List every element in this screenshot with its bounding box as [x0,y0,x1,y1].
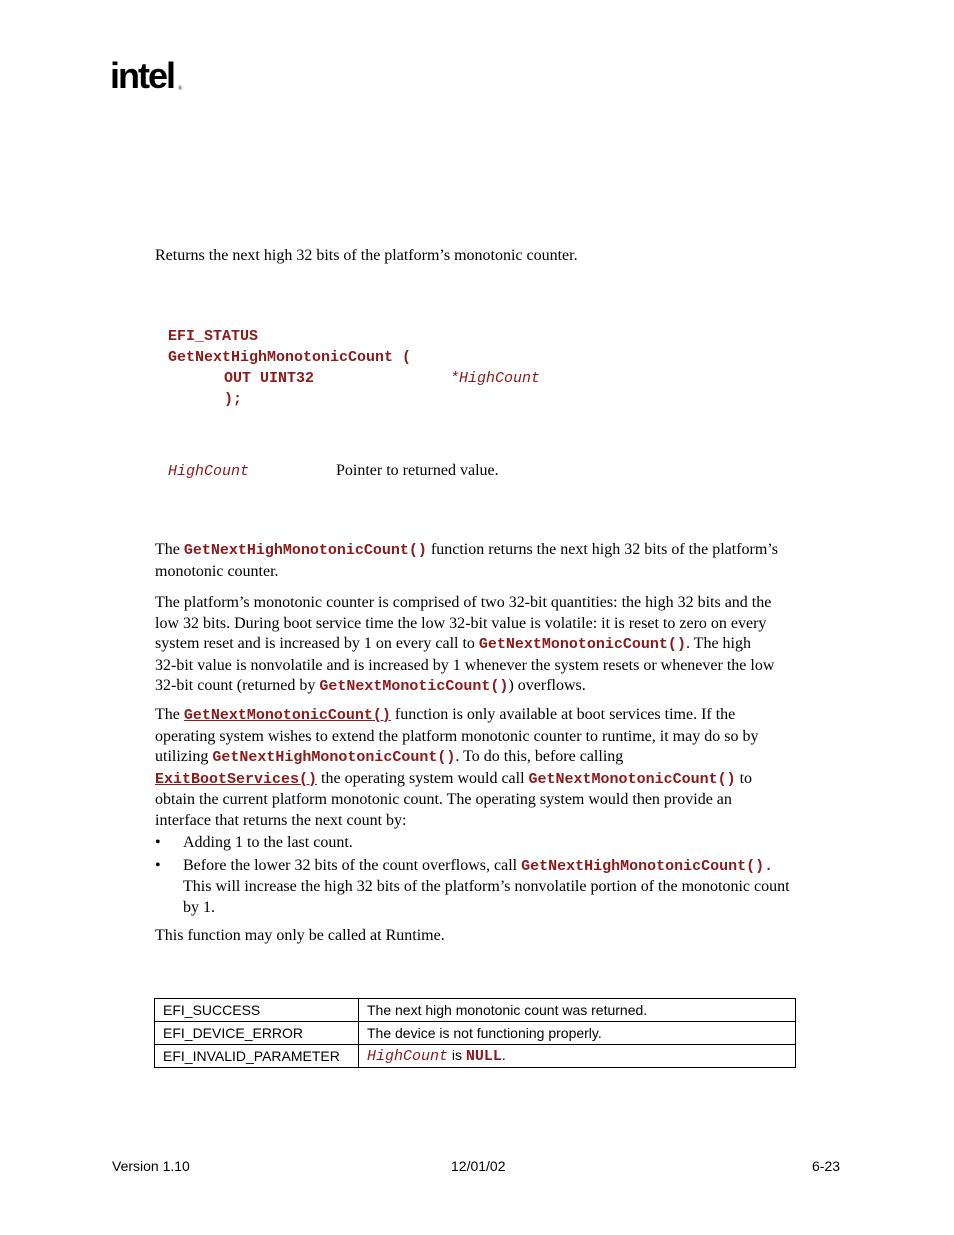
footer-version: Version 1.10 [112,1158,190,1174]
inline-code: GetNextHighMonotonicCount() [521,857,765,875]
status-desc: The device is not functioning properly. [359,1022,796,1045]
status-desc: The next high monotonic count was returned. [359,999,796,1022]
prototype-block [168,326,541,410]
parameter-name: HighCount [168,463,250,480]
prototype-close: ); [224,391,243,408]
status-code: EFI_SUCCESS [155,999,359,1022]
parameter-row [168,462,848,484]
logo-text: intel [110,55,175,96]
inline-code: GetNextMonotonicCount() [478,636,686,653]
footer-page-number: 6-23 [812,1158,841,1174]
list-item: • Before the lower 32 bits of the count overflows, call GetNextHighMonotonicCount(). This will increase the high 32 bits of the platform’s nonvolatile portion of the monotonic count by 1. [155,856,790,916]
status-codes-table [154,998,796,1068]
description-paragraph-1: The GetNextHighMonotonicCount() function returns the next high 32 bits of the platform’s monotonic counter. [155,541,778,580]
table-row [155,1045,796,1068]
intel-logo [110,55,190,102]
list-item: • Adding 1 to the last count. [155,834,353,851]
prototype-function-name: GetNextHighMonotonicCount ( [168,349,412,366]
status-desc: HighCount is NULL. [359,1045,796,1068]
description-paragraph-2: The platform’s monotonic counter is comprised of two 32-bit quantities: the high 32 bits and the low 32 bits. During boot service time the low 32-bit value is volatile: it is reset to zero on every system reset and is increased by 1 on every call to GetNextMonotonicCount(). The high 32-bit value is nonvolatile and is increased by 1 whenever the system resets or whenever the low 32-bit count (returned by GetNextMonoticCount()) overflows. [155,594,775,695]
parameter-desc: Pointer to returned value. [336,462,499,479]
inline-code: GetNextMonotonicCount() [528,770,736,788]
status-code: EFI_INVALID_PARAMETER [155,1045,359,1068]
link-getnextmonotoniccount[interactable]: GetNextMonotonicCount() [183,707,391,724]
status-code: EFI_DEVICE_ERROR [155,1022,359,1045]
logo-registered-mark: ® [178,86,183,92]
link-exitbootservices[interactable]: ExitBootServices() [155,770,318,788]
prototype-param-line [168,368,541,389]
summary-text: Returns the next high 32 bits of the platform’s monotonic counter. [155,247,578,264]
footer-date: 12/01/02 [451,1158,506,1174]
inline-code: GetNextHighMonotonicCount() [212,749,456,766]
table-row [155,1022,796,1045]
inline-code: GetNextMonoticCount() [319,678,509,695]
description-paragraph-3: The GetNextMonotonicCount() function is only available at boot services time. If the operating system wishes to extend the platform monotonic counter to runtime, it may do so by utilizing GetNextHighMonotonicCount(). To do this, before calling ExitBootServices() the operating system would call GetNextMonotonicCount() to obtain the current platform monotonic count. The operating system would then provide an interface that returns the next count by: [155,706,759,829]
prototype-param-name: *HighCount [450,370,541,387]
bullet-list [155,833,845,918]
inline-code: GetNextHighMonotonicCount() [183,542,427,559]
prototype-param-dir: OUT UINT32 [224,370,315,387]
table-row [155,999,796,1022]
prototype-return-type: EFI_STATUS [168,328,259,345]
description-paragraph-4: This function may only be called at Runtime. [155,927,445,944]
